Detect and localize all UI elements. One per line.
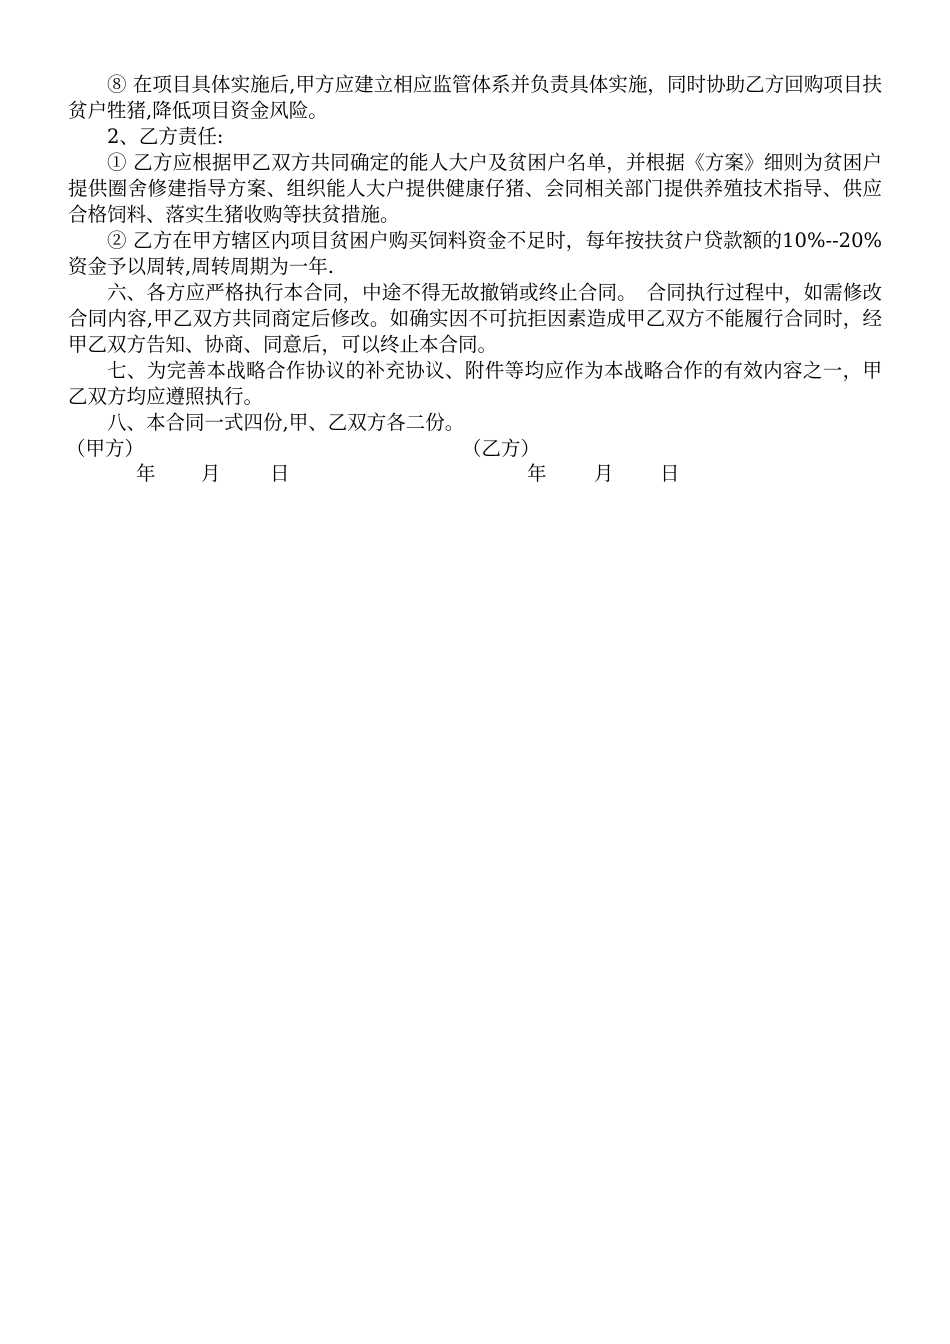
signature-date-row [68,461,882,486]
party-a-label: （甲方） [66,437,145,460]
party-a-date-year: 年 [136,462,156,485]
contract-page [68,72,882,486]
party-a-date-day: 日 [270,462,290,485]
party-b-label: （乙方） [462,437,541,460]
party-b-clause-2-paragraph: ② 乙方在甲方辖区内项目贫困户购买饲料资金不足时，每年按扶贫户贷款额的10%--20%资金予以周转,周转周期为一年. [68,229,882,278]
party-b-clause-1-paragraph: ① 乙方应根据甲乙双方共同确定的能人大户及贫困户名单，并根据《方案》细则为贫困户提供圈舍修建指导方案、组织能人大户提供健康仔猪、会同相关部门提供养殖技术指导、供应合格饲料、落实生猪收购等扶贫措施。 [68,151,882,226]
article-6-paragraph: 六、各方应严格执行本合同，中途不得无故撤销或终止合同。 合同执行过程中，如需修改合同内容,甲乙双方共同商定后修改。如确实因不可抗拒因素造成甲乙双方不能履行合同时，经甲乙双方告知、协商、同意后，可以终止本合同。 [68,281,882,356]
party-b-date-month: 月 [594,462,614,485]
party-a-date-month: 月 [201,462,221,485]
article-7-paragraph: 七、为完善本战略合作协议的补充协议、附件等均应作为本战略合作的有效内容之一，甲乙双方均应遵照执行。 [68,359,882,408]
party-b-date-day: 日 [660,462,680,485]
signature-parties-row [68,436,882,461]
article-8-paragraph: 八、本合同一式四份,甲、乙双方各二份。 [107,411,465,434]
party-b-duties-heading: 2、乙方责任: [107,125,224,148]
clause-8-paragraph: ⑧ 在项目具体实施后,甲方应建立相应监管体系并负责具体实施，同时协助乙方回购项目扶贫户牲猪,降低项目资金风险。 [68,73,882,122]
party-b-date-year: 年 [527,462,547,485]
